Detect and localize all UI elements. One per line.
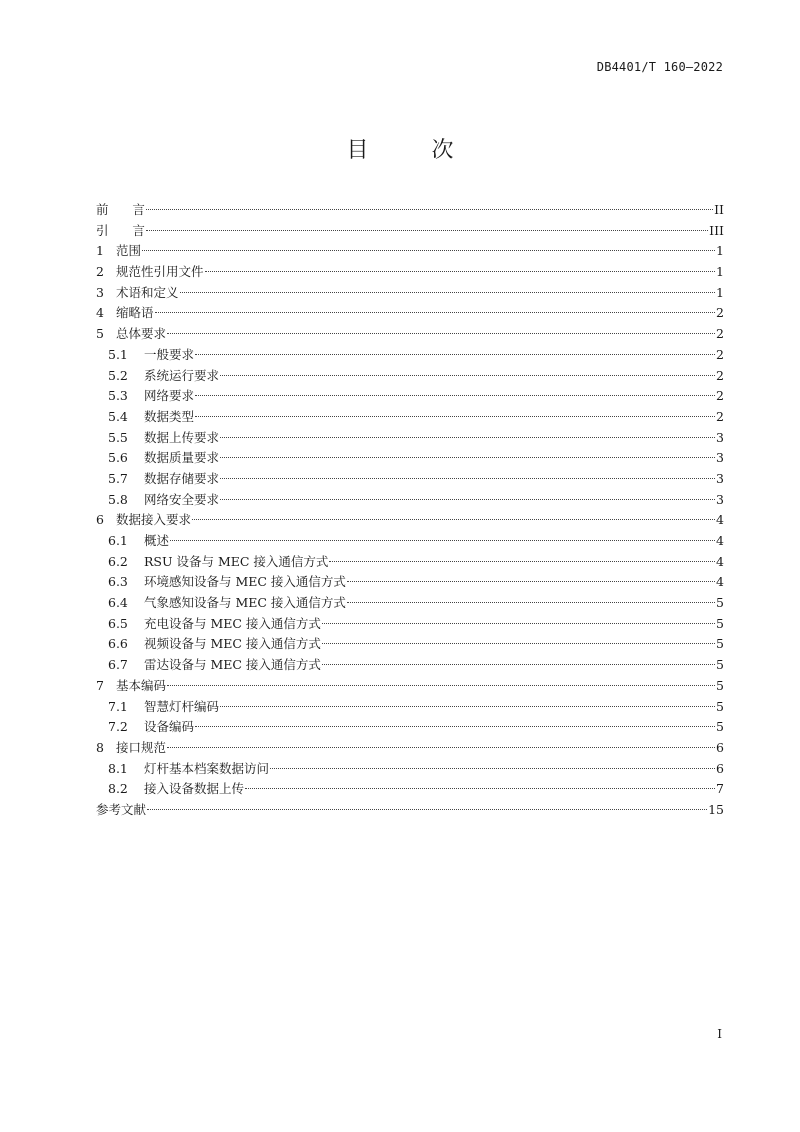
toc-entry-number: 6 bbox=[96, 512, 104, 528]
table-of-contents bbox=[96, 200, 724, 821]
toc-entry-label: 设备编码 bbox=[144, 719, 195, 735]
dot-leader bbox=[329, 561, 715, 562]
toc-entry-label: 基本编码 bbox=[116, 677, 167, 693]
toc-entry-number: 7.1 bbox=[108, 698, 128, 714]
toc-entry-page: 4 bbox=[716, 574, 724, 590]
page-number: I bbox=[717, 1027, 722, 1041]
toc-entry[interactable] bbox=[96, 779, 724, 800]
toc-entry[interactable] bbox=[96, 366, 724, 387]
dot-leader bbox=[146, 230, 708, 231]
toc-entry-number: 6.1 bbox=[108, 533, 128, 548]
toc-entry[interactable] bbox=[96, 262, 724, 283]
toc-entry-number: 5.1 bbox=[108, 346, 128, 362]
toc-entry-page: 5 bbox=[716, 615, 724, 631]
toc-entry-label: 范围 bbox=[116, 243, 142, 259]
toc-entry-number: 1 bbox=[96, 243, 104, 259]
toc-entry-page: 3 bbox=[716, 470, 724, 486]
toc-entry-page: 4 bbox=[716, 533, 724, 548]
dot-leader bbox=[270, 768, 715, 769]
toc-entry-page: 2 bbox=[716, 305, 724, 321]
toc-entry-page: 2 bbox=[716, 408, 724, 424]
toc-entry-page: 4 bbox=[716, 512, 724, 528]
toc-entry-number: 6.2 bbox=[108, 553, 128, 569]
toc-entry-label: RSU 设备与 MEC 接入通信方式 bbox=[144, 553, 329, 569]
toc-entry[interactable] bbox=[96, 697, 724, 718]
toc-entry-label: 数据接入要求 bbox=[116, 512, 192, 528]
toc-entry-label: 雷达设备与 MEC 接入通信方式 bbox=[144, 657, 321, 673]
toc-entry[interactable] bbox=[96, 448, 724, 469]
toc-entry-number: 5.6 bbox=[108, 450, 128, 466]
toc-entry-page: 5 bbox=[716, 636, 724, 652]
dot-leader bbox=[180, 292, 716, 293]
dot-leader bbox=[167, 747, 715, 748]
toc-entry-page: 5 bbox=[716, 657, 724, 673]
toc-entry[interactable] bbox=[96, 303, 724, 324]
toc-entry-label: 接口规范 bbox=[116, 739, 167, 755]
toc-entry-number: 8 bbox=[96, 739, 104, 755]
toc-entry-label: 概述 bbox=[144, 533, 170, 548]
toc-entry-page: 6 bbox=[716, 760, 724, 776]
toc-entry-number: 7.2 bbox=[108, 719, 128, 735]
toc-entry-label: 网络要求 bbox=[144, 388, 195, 404]
toc-entry-page: 3 bbox=[716, 450, 724, 466]
toc-entry[interactable] bbox=[96, 386, 724, 407]
toc-entry-page: 3 bbox=[716, 429, 724, 445]
toc-entry[interactable] bbox=[96, 510, 724, 531]
toc-entry-number: 8.2 bbox=[108, 781, 128, 797]
toc-entry-page: 5 bbox=[716, 719, 724, 735]
dot-leader bbox=[347, 602, 715, 603]
dot-leader bbox=[322, 643, 715, 644]
toc-entry[interactable] bbox=[96, 241, 724, 262]
dot-leader bbox=[195, 395, 715, 396]
toc-entry-page: II bbox=[714, 202, 724, 217]
toc-entry-label: 总体要求 bbox=[116, 326, 167, 342]
toc-entry[interactable] bbox=[96, 676, 724, 697]
toc-entry-label: 气象感知设备与 MEC 接入通信方式 bbox=[144, 595, 346, 611]
toc-entry-number: 3 bbox=[96, 284, 104, 300]
dot-leader bbox=[205, 271, 716, 272]
toc-entry-label: 规范性引用文件 bbox=[116, 264, 204, 280]
dot-leader bbox=[195, 354, 715, 355]
toc-entry-label: 智慧灯杆编码 bbox=[144, 698, 220, 714]
toc-entry[interactable] bbox=[96, 738, 724, 759]
toc-entry-page: 1 bbox=[716, 284, 724, 300]
toc-entry-label: 引 言 bbox=[96, 222, 145, 238]
toc-entry[interactable] bbox=[96, 593, 724, 614]
toc-entry[interactable] bbox=[96, 200, 724, 221]
toc-entry-number: 7 bbox=[96, 677, 104, 693]
toc-entry-number: 5.3 bbox=[108, 388, 128, 404]
dot-leader bbox=[347, 581, 715, 582]
dot-leader bbox=[220, 478, 715, 479]
toc-entry[interactable] bbox=[96, 283, 724, 304]
toc-entry[interactable] bbox=[96, 572, 724, 593]
toc-entry[interactable] bbox=[96, 407, 724, 428]
toc-entry-label: 前 言 bbox=[96, 202, 145, 217]
dot-leader bbox=[322, 623, 715, 624]
dot-leader bbox=[167, 333, 715, 334]
toc-entry-label: 缩略语 bbox=[116, 305, 154, 321]
toc-entry-label: 一般要求 bbox=[144, 346, 195, 362]
dot-leader bbox=[195, 726, 715, 727]
toc-entry-number: 4 bbox=[96, 305, 104, 321]
toc-entry[interactable] bbox=[96, 717, 724, 738]
toc-entry-page: 5 bbox=[716, 698, 724, 714]
toc-entry[interactable] bbox=[96, 800, 724, 821]
dot-leader bbox=[146, 209, 713, 210]
toc-entry-label: 灯杆基本档案数据访问 bbox=[144, 760, 270, 776]
dot-leader bbox=[195, 416, 715, 417]
toc-entry-page: 2 bbox=[716, 346, 724, 362]
document-code: DB4401/T 160—2022 bbox=[596, 60, 723, 74]
toc-entry-number: 5.5 bbox=[108, 429, 128, 445]
toc-entry[interactable] bbox=[96, 221, 724, 242]
dot-leader bbox=[167, 685, 715, 686]
toc-entry-label: 环境感知设备与 MEC 接入通信方式 bbox=[144, 574, 346, 590]
toc-entry-number: 6.6 bbox=[108, 636, 128, 652]
toc-entry-label: 视频设备与 MEC 接入通信方式 bbox=[144, 636, 321, 652]
toc-entry-page: 7 bbox=[716, 781, 724, 797]
toc-entry-number: 2 bbox=[96, 264, 104, 280]
toc-entry-label: 数据上传要求 bbox=[144, 429, 220, 445]
toc-entry-label: 接入设备数据上传 bbox=[144, 781, 245, 797]
toc-entry-page: III bbox=[709, 222, 724, 238]
toc-entry-page: 2 bbox=[716, 326, 724, 342]
toc-entry-label: 系统运行要求 bbox=[144, 367, 220, 383]
dot-leader bbox=[147, 809, 707, 810]
toc-entry-page: 6 bbox=[716, 739, 724, 755]
toc-entry-number: 6.3 bbox=[108, 574, 128, 590]
toc-entry[interactable] bbox=[96, 552, 724, 573]
toc-entry-number: 5.7 bbox=[108, 470, 128, 486]
toc-entry-page: 1 bbox=[716, 264, 724, 280]
toc-entry-page: 4 bbox=[716, 553, 724, 569]
dot-leader bbox=[220, 499, 715, 500]
dot-leader bbox=[155, 312, 716, 313]
dot-leader bbox=[142, 250, 715, 251]
dot-leader bbox=[170, 540, 715, 541]
toc-entry[interactable] bbox=[96, 490, 724, 511]
toc-entry-label: 参考文献 bbox=[96, 801, 147, 817]
toc-entry-number: 6.5 bbox=[108, 615, 128, 631]
dot-leader bbox=[322, 664, 715, 665]
toc-entry[interactable] bbox=[96, 324, 724, 345]
toc-entry-page: 2 bbox=[716, 388, 724, 404]
toc-entry-number: 5.4 bbox=[108, 408, 128, 424]
dot-leader bbox=[220, 457, 715, 458]
dot-leader bbox=[220, 375, 715, 376]
toc-entry-number: 6.4 bbox=[108, 595, 128, 611]
toc-entry-number: 6.7 bbox=[108, 657, 128, 673]
toc-entry-page: 5 bbox=[716, 677, 724, 693]
page-title: 目 次 bbox=[346, 138, 482, 163]
toc-entry-page: 15 bbox=[708, 801, 724, 817]
toc-entry-label: 网络安全要求 bbox=[144, 491, 220, 507]
toc-entry[interactable] bbox=[96, 655, 724, 676]
dot-leader bbox=[192, 519, 715, 520]
toc-entry-label: 充电设备与 MEC 接入通信方式 bbox=[144, 615, 321, 631]
toc-entry[interactable] bbox=[96, 345, 724, 366]
toc-entry[interactable] bbox=[96, 634, 724, 655]
dot-leader bbox=[220, 706, 715, 707]
toc-entry[interactable] bbox=[96, 469, 724, 490]
toc-entry-label: 数据存储要求 bbox=[144, 470, 220, 486]
toc-entry-number: 8.1 bbox=[108, 760, 128, 776]
toc-entry-page: 5 bbox=[716, 595, 724, 611]
dot-leader bbox=[245, 788, 715, 789]
toc-entry[interactable] bbox=[96, 531, 724, 552]
toc-entry[interactable] bbox=[96, 614, 724, 635]
toc-entry-page: 1 bbox=[716, 243, 724, 259]
toc-entry-page: 3 bbox=[716, 491, 724, 507]
toc-entry-number: 5.2 bbox=[108, 367, 128, 383]
toc-entry-page: 2 bbox=[716, 367, 724, 383]
toc-entry[interactable] bbox=[96, 759, 724, 780]
toc-entry-label: 术语和定义 bbox=[116, 284, 179, 300]
toc-entry-label: 数据质量要求 bbox=[144, 450, 220, 466]
toc-entry-label: 数据类型 bbox=[144, 408, 195, 424]
toc-entry[interactable] bbox=[96, 428, 724, 449]
dot-leader bbox=[220, 437, 715, 438]
toc-entry-number: 5.8 bbox=[108, 491, 128, 507]
toc-entry-number: 5 bbox=[96, 326, 104, 342]
